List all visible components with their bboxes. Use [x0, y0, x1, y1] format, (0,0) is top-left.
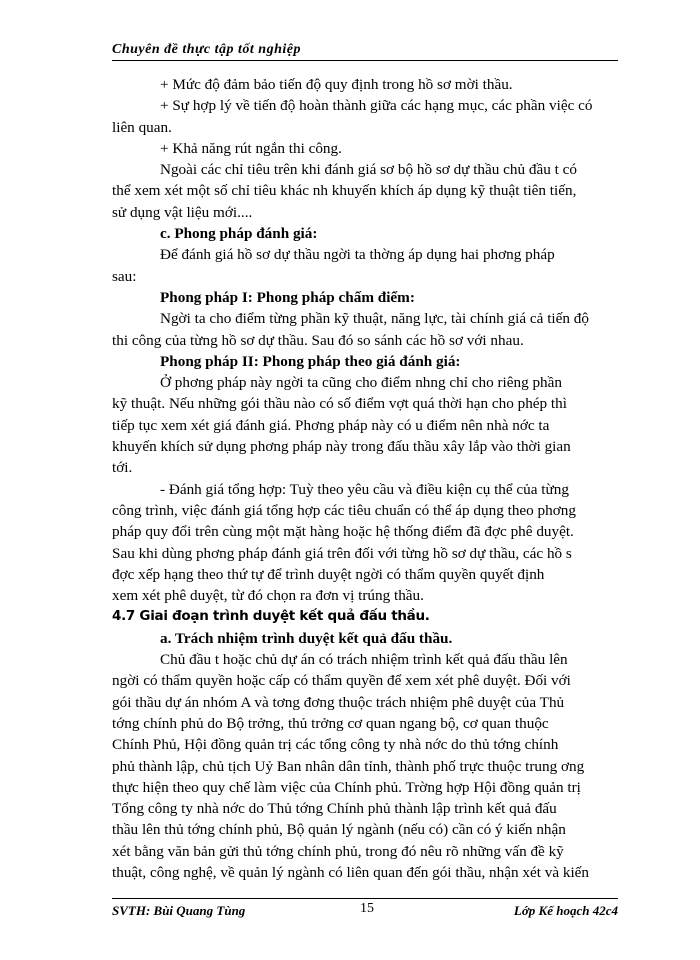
text-line: + Sự hợp lý về tiến độ hoàn thành giữa các hạng mục, các phần việc có: [160, 97, 593, 115]
text-line: thuật, công nghệ, về quản lý ngành có liên quan đến gói thầu, nhận xét và kiến: [112, 863, 590, 881]
text-line: Sau khi dùng phơng pháp đánh giá trên đối với từng hồ sơ dự thầu, các hồ s: [112, 544, 572, 562]
text-line: thầu lên thủ tớng chính phủ, Bộ quản lý ngành (nếu có) cần có ý kiến nhận: [112, 821, 566, 839]
text-line: tiếp tục xem xét giá đánh giá. Phơng pháp này có u điểm nên nhà nớc ta: [112, 416, 550, 434]
text-line: sau:: [112, 267, 137, 285]
method-heading: Phong pháp II: Phong pháp theo giá đánh giá:: [160, 352, 461, 370]
chapter-heading: 4.7 Giai đoạn trình duyệt kết quả đấu thầu.: [112, 608, 430, 625]
text-line: Ngời ta cho điểm từng phần kỹ thuật, năng lực, tài chính giá cả tiến độ: [160, 310, 589, 328]
text-line: thi công của từng hồ sơ dự thầu. Sau đó so sánh các hồ sơ với nhau.: [112, 331, 524, 349]
document-body: [112, 74, 618, 883]
text-line: tới.: [112, 459, 133, 477]
text-line: xem xét phê duyệt, từ đó chọn ra đơn vị trúng thầu.: [112, 587, 424, 605]
text-line: liên quan.: [112, 118, 172, 136]
page-header: [112, 40, 618, 61]
footer-author: SVTH: Bùi Quang Tùng: [112, 903, 246, 918]
text-line: thể xem xét một số chỉ tiêu khác nh khuyến khích áp dụng kỹ thuật tiên tiến,: [112, 182, 577, 200]
text-line: pháp quy đổi trên cùng một mặt hàng hoặc hệ thống điểm đã đợc phê duyệt.: [112, 523, 574, 541]
page-footer: [112, 898, 618, 927]
text-line: xét bằng văn bản gửi thủ tớng chính phủ, trong đó nêu rõ những vấn đề kỹ: [112, 842, 564, 860]
text-line: công trình, việc đánh giá tổng hợp các tiêu chuẩn có thể áp dụng theo phơng: [112, 501, 576, 519]
text-line: tớng chính phủ do Bộ trởng, thủ trởng cơ quan ngang bộ, cơ quan thuộc: [112, 714, 549, 732]
page-number: 15: [360, 901, 374, 916]
text-line: ngời có thẩm quyền hoặc cấp có thẩm quyền để xem xét phê duyệt. Đối với: [112, 672, 571, 690]
text-line: Chủ đầu t hoặc chủ dự án có trách nhiệm trình kết quả đấu thầu lên: [160, 651, 568, 669]
text-line: + Mức độ đảm bảo tiến độ quy định trong hồ sơ mời thầu.: [160, 76, 513, 93]
text-line: kỹ thuật. Nếu những gói thầu nào có số điểm vợt quá thời hạn cho phép thì: [112, 395, 567, 413]
footer-class: Lớp Kế hoạch 42c4: [513, 903, 618, 918]
text-line: phủ thành lập, chủ tịch Uỷ Ban nhân dân tỉnh, thành phố trực thuộc trung ơng: [112, 757, 585, 775]
text-line: đợc xếp hạng theo thứ tự để trình duyệt ngời có thẩm quyền quyết định: [112, 565, 545, 583]
text-line: thực hiện theo quy chế làm việc của Chính phủ. Trờng hợp Hội đồng quản trị: [112, 778, 581, 796]
header-title: Chuyên đề thực tập tốt nghiệp: [112, 42, 301, 57]
text-line: Để đánh giá hồ sơ dự thầu ngời ta thờng áp dụng hai phơng pháp: [160, 246, 555, 264]
section-heading: a. Trách nhiệm trình duyệt kết quả đấu thầu.: [160, 629, 453, 647]
text-line: Ở phơng pháp này ngời ta cũng cho điểm nhng chỉ cho riêng phần: [160, 374, 562, 392]
text-line: Tổng công ty nhà nớc do Thủ tớng Chính phủ thành lập trình kết quả đấu: [112, 800, 557, 818]
method-heading: Phong pháp I: Phong pháp chấm điểm:: [160, 288, 415, 306]
section-heading: c. Phong pháp đánh giá:: [160, 225, 318, 243]
text-line: gói thầu dự án nhóm A và tơng đơng thuộc trách nhiệm phê duyệt của Thủ: [112, 693, 565, 711]
text-line: sử dụng vật liệu mới....: [112, 203, 253, 221]
text-line: - Đánh giá tổng hợp: Tuỳ theo yêu cầu và điều kiện cụ thể của từng: [160, 480, 569, 498]
text-line: + Khả năng rút ngắn thi công.: [160, 139, 342, 157]
text-line: Chính Phủ, Hội đồng quản trị các tổng công ty nhà nớc do thủ tớng chính: [112, 736, 559, 754]
text-line: Ngoài các chỉ tiêu trên khi đánh giá sơ bộ hồ sơ dự thầu chủ đầu t có: [160, 161, 577, 179]
text-line: khuyến khích sử dụng phơng pháp này trong đấu thầu xây lắp vào thời gian: [112, 438, 571, 456]
